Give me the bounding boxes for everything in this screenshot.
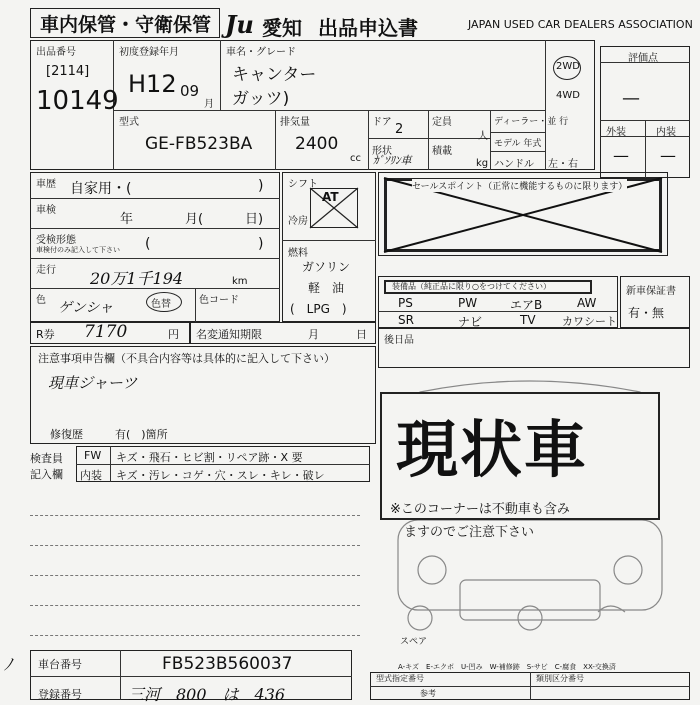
displacement-unit: cc (350, 153, 361, 164)
designation-ref-label: 参考 (420, 689, 436, 698)
mileage-value: 20万1千194 (90, 269, 184, 288)
notes-text: 現車ジャーツ (48, 374, 138, 392)
usage-paren-close: ) (258, 178, 264, 194)
spare-label: スペア (400, 637, 428, 647)
name-change-month: 月 (308, 328, 319, 341)
model-year-label: モデル 年式 (494, 139, 542, 149)
color-label: 色 (36, 295, 46, 306)
registration-label: 初度登録年月 (119, 47, 179, 58)
fw-items: キズ・飛石・ヒビ割・リペア跡・X 要 (116, 451, 303, 464)
registration-month-unit: 月 (204, 99, 214, 110)
fuel-option-gasoline: ガソリン (302, 260, 351, 274)
recycle-value: 7170 (84, 322, 128, 342)
registration-month: 09 (180, 82, 200, 100)
recycle-unit: 円 (168, 328, 179, 341)
equip-navi: ナビ (458, 315, 483, 329)
color-value: ゲンシャ (58, 300, 114, 316)
mileage-label: 走行 (36, 265, 56, 276)
displacement-value: 2400 (295, 134, 339, 154)
lot-label: 出品番号 (36, 47, 76, 58)
equip-pw: PW (458, 296, 478, 310)
interior-value: — (660, 146, 676, 165)
inspector-entry-label: 記入欄 (30, 468, 63, 481)
acceptance-note: 車検付のみ記入して下さい (36, 246, 120, 254)
drive-4wd: 4WD (556, 90, 580, 101)
handle-options: 左・右 (548, 159, 578, 170)
registration-era-year: H12 (128, 70, 177, 98)
category-label: 類別区分番号 (536, 674, 584, 683)
inspection-label: 車検 (36, 205, 56, 216)
equip-aw: AW (577, 296, 597, 310)
equipment-label: 装備品（純正品に限り○をつけてください） (392, 282, 551, 291)
lot-number: 10149 (36, 86, 119, 116)
door-label: ドア (372, 117, 392, 128)
load-unit: kg (476, 158, 489, 169)
equip-ps: PS (398, 296, 413, 310)
association-name: JAPAN USED CAR DEALERS ASSOCIATION (468, 18, 693, 31)
as-is-stamp-title: 現状車 (396, 413, 589, 486)
exterior-value: — (613, 146, 629, 165)
handle-label: ハンドル (494, 159, 534, 170)
name-change-label: 名変通知期限 (196, 328, 262, 341)
acceptance-paren-close: ) (258, 236, 264, 252)
equip-airbag: エアB (510, 298, 543, 312)
shift-label: シフト (288, 179, 318, 190)
inspector-interior-label: 内装 (80, 469, 102, 482)
notes-label: 注意事項申告欄（不具合内容等は具体的に記入して下さい） (38, 352, 335, 365)
designation-label: 型式指定番号 (376, 674, 424, 683)
plate-label: 登録番号 (38, 688, 82, 701)
door-value: 2 (395, 122, 404, 137)
sales-point-label: セールスポイント（正常に機能するものに限ります） (412, 179, 627, 192)
aircon-label: 冷房 (288, 216, 308, 227)
equip-leather-seat: カワシート (562, 315, 617, 328)
as-is-note-line1: ※このコーナーは不動車も含み (390, 498, 570, 517)
inspector-interior-items: キズ・汚レ・コゲ・穴・スレ・キレ・破レ (116, 469, 325, 482)
repair-value: 有( )箇所 (115, 428, 168, 441)
acceptance-label: 受検形態 (36, 235, 76, 246)
equip-sr: SR (398, 313, 414, 327)
equip-tv: TV (520, 313, 536, 327)
name-change-day: 日 (356, 328, 367, 341)
ju-logo: Ju (225, 10, 254, 39)
acceptance-value: ( (145, 236, 151, 252)
new-warranty-label: 新車保証書 (626, 286, 676, 297)
inspection-day: 日) (245, 212, 264, 227)
inspection-month: 月( (185, 212, 204, 227)
chassis-value: FB523B560037 (162, 654, 293, 674)
shift-value: AT (322, 190, 339, 204)
model-label: 型式 (119, 117, 139, 128)
color-changed-label: 色替 (151, 299, 171, 310)
post-fit-label: 後日品 (384, 335, 414, 346)
shape-value: ｶﾞｿﾘﾝ車 (373, 154, 412, 167)
chassis-label: 車台番号 (38, 658, 82, 671)
fw-label: FW (84, 449, 102, 462)
storage-stamp: 車内保管・守衛保管 (40, 14, 212, 36)
model-value: GE-FB523BA (145, 134, 253, 154)
damage-legend: A-キズ E-エクボ U-凹み W-補修跡 S-サビ C-腐食 XX-交換済 (398, 663, 616, 671)
inspection-year: 年 (120, 212, 134, 227)
recycle-label: R券 (36, 328, 55, 341)
car-name-line2: ガッツ) (232, 89, 290, 109)
capacity-unit: 人 (478, 131, 488, 142)
interior-label: 内装 (656, 127, 676, 138)
color-code-label: 色コード (199, 295, 239, 306)
car-name-line1: キャンター (232, 65, 317, 85)
inspector-label: 検査員 (30, 452, 63, 465)
car-name-label: 車名・グレード (226, 47, 296, 58)
plate-value: 三河 800 は 436 (128, 685, 286, 704)
form-title: 出品申込書 (318, 16, 418, 40)
usage-value: 自家用・( (70, 181, 132, 197)
usage-label: 車歴 (36, 179, 56, 190)
as-is-note-line2: ますのでご注意下さい (404, 525, 535, 540)
dealer-label: ディーラー・並 行 (494, 117, 569, 127)
displacement-label: 排気量 (280, 117, 310, 128)
check-mark: ﾉ (4, 655, 13, 674)
lot-sub-number: [2114] (46, 64, 90, 79)
org-name: 愛知 (262, 16, 302, 40)
rating-label: 評価点 (628, 53, 658, 64)
load-label: 積載 (432, 146, 452, 157)
fuel-option-lpg: ( LPG ) (290, 302, 347, 316)
fuel-option-diesel: 軽 油 (308, 281, 345, 295)
capacity-label: 定員 (432, 117, 452, 128)
repair-label: 修復歴 (50, 428, 83, 441)
new-warranty-value: 有・無 (628, 306, 665, 320)
mileage-unit: km (232, 276, 248, 287)
drive-2wd: 2WD (556, 61, 580, 72)
exterior-label: 外装 (606, 127, 626, 138)
fuel-label: 燃料 (288, 248, 308, 259)
shape-label: 形状 (372, 146, 392, 157)
rating-score: — (622, 88, 640, 109)
